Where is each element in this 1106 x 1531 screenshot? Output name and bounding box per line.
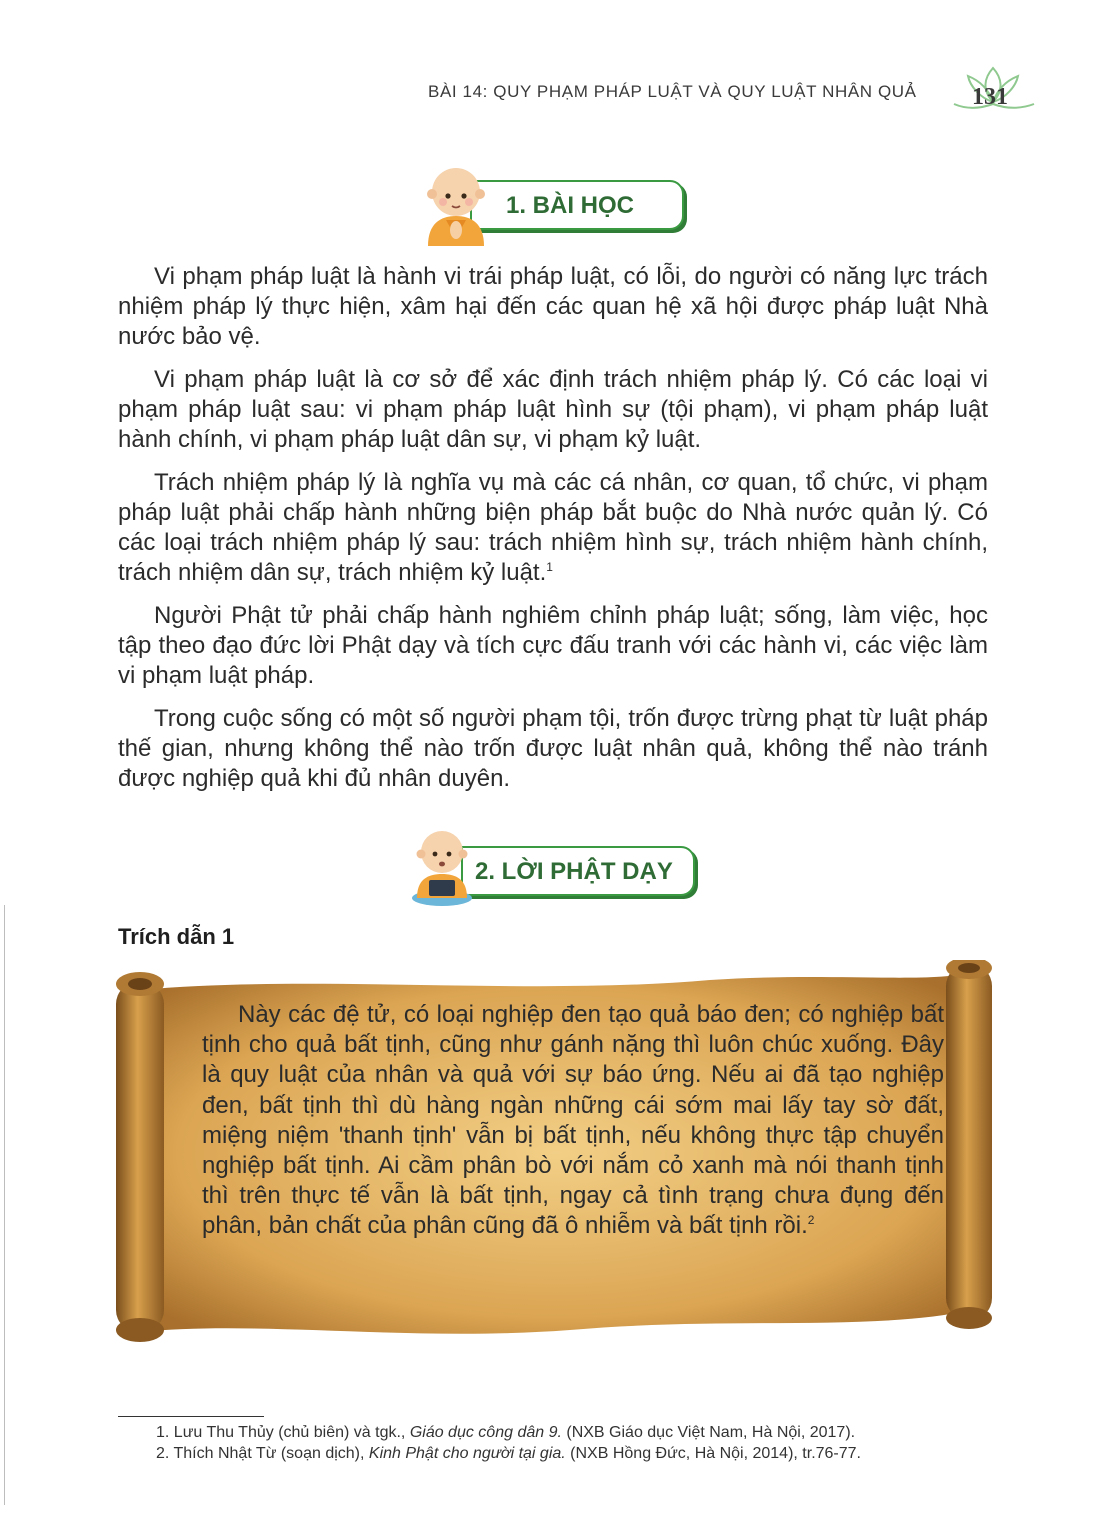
paragraph-1: Vi phạm pháp luật là hành vi trái pháp luật, có lỗi, do người có năng lực trách nhiệm pháp lý thực hiện, xâm hại đến các quan hệ xã hội được pháp luật Nhà nước bảo vệ.: [118, 263, 988, 350]
quote-paragraph: [202, 1000, 944, 1242]
footnote-ref-1: 1: [546, 560, 553, 574]
monk-praying-icon: [418, 164, 494, 246]
page-header: [420, 78, 1040, 118]
quote-label: Trích dẫn 1: [118, 924, 235, 949]
footnote-1-prefix: 1. Lưu Thu Thủy (chủ biên) và tgk.,: [156, 1424, 410, 1441]
page-number: 131: [972, 84, 1008, 110]
lesson-body: [118, 262, 988, 807]
footnote-2-prefix: 2. Thích Nhật Từ (soạn dịch),: [156, 1445, 369, 1462]
footnote-ref-2: 2: [807, 1213, 815, 1228]
paragraph-4: Người Phật tử phải chấp hành nghiêm chỉnh pháp luật; sống, làm việc, học tập theo đạo đức lời Phật dạy và tích cực đấu tranh với các hành vi, các việc làm vi phạm luật pháp.: [118, 602, 988, 689]
page-number-badge: [948, 62, 1038, 118]
section-heading-buddha-teaching: [405, 826, 705, 906]
section-title: 1. BÀI HỌC: [506, 192, 635, 219]
parchment-scroll: [110, 960, 1000, 1345]
footnote-rule: [118, 1416, 264, 1417]
quote-text-block: [202, 1000, 944, 1242]
footnotes: [156, 1422, 861, 1464]
paragraph-3-text: Trách nhiệm pháp lý là nghĩa vụ mà các cá nhân, cơ quan, tổ chức, vi phạm pháp luật phải chấp hành những biện pháp bắt buộc do Nhà nước quản lý. Có các loại trách nhiệm pháp lý sau: trách nhiệm hình sự, trách nhiệm hành chính, trách nhiệm dân sự, trách nhiệm kỷ luật.: [118, 469, 988, 586]
chapter-title: BÀI 14: QUY PHẠM PHÁP LUẬT VÀ QUY LUẬT NHÂN QUẢ: [428, 82, 917, 101]
section-title: 2. LỜI PHẬT DẠY: [475, 858, 673, 885]
monk-reading-icon: [409, 826, 475, 906]
page-edge-line: [4, 905, 5, 1505]
footnote-2: [156, 1443, 861, 1464]
paragraph-3: [118, 468, 988, 588]
quote-text: Này các đệ tử, có loại nghiệp đen tạo quả báo đen; có nghiệp bất tịnh cho quả bất tịnh, cũng như gánh nặng thì luôn chúc xuống. Đây là quy luật của nhân và quả với sự báo ứng. Nếu ai đã tạo nghiệp đen, bất tịnh thì dù hàng ngàn những cái sớm mai lấy tay sờ đất, miệng niệm 'thanh tịnh' vẫn bị bất tịnh, nếu không thực tập chuyển nghiệp bất tịnh. Ai cầm phân bò với nắm cỏ xanh mà nói thanh tịnh thì trên thực tế vẫn là bất tịnh, ngay cả tình trạng chưa đụng đến phân, bản chất của phân cũng đã ô nhiễm và bất tịnh rồi.: [202, 1001, 944, 1240]
footnote-1-suffix: (NXB Giáo dục Việt Nam, Hà Nội, 2017).: [561, 1424, 856, 1441]
footnote-2-suffix: (NXB Hồng Đức, Hà Nội, 2014), tr.76-77.: [565, 1445, 861, 1462]
section-heading-lesson: [410, 164, 700, 244]
paragraph-2: Vi phạm pháp luật là cơ sở để xác định trách nhiệm pháp lý. Có các loại vi phạm pháp luật sau: vi phạm pháp luật hình sự (tội phạm), vi phạm pháp luật hành chính, vi phạm pháp luật dân sự, vi phạm kỷ luật.: [118, 366, 988, 453]
footnote-2-title: Kinh Phật cho người tại gia.: [368, 1445, 566, 1462]
footnote-1: [156, 1422, 861, 1443]
paragraph-5: Trong cuộc sống có một số người phạm tội, trốn được trừng phạt từ luật pháp thế gian, nhưng không thể nào trốn được luật nhân quả, không thể nào tránh được nghiệp quả khi đủ nhân duyên.: [118, 705, 988, 792]
footnote-1-title: Giáo dục công dân 9.: [409, 1424, 562, 1441]
